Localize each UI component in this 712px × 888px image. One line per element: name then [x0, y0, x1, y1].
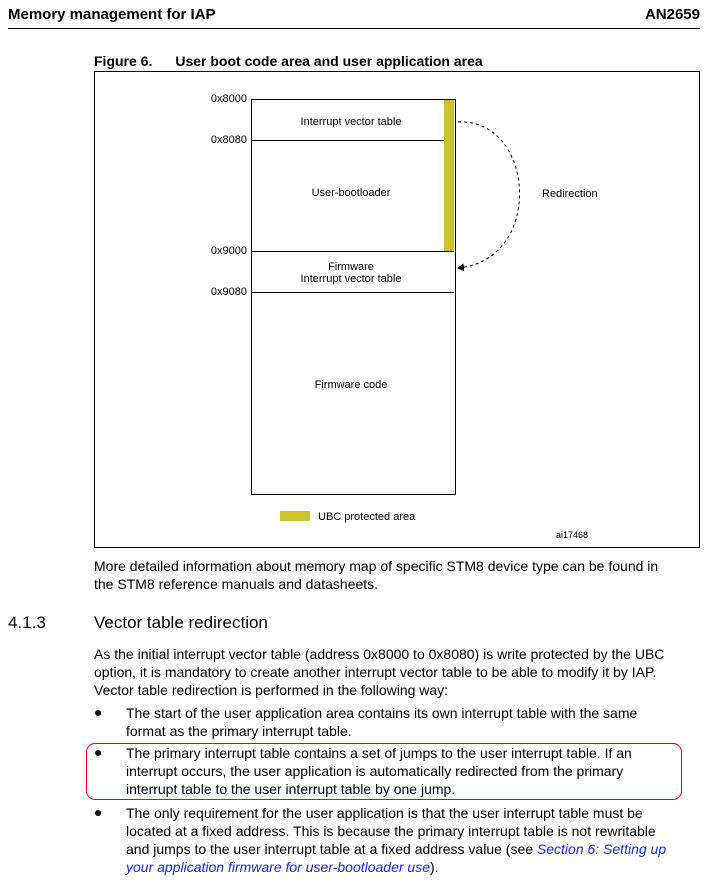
address-label: 0x9080: [210, 286, 247, 298]
legend-swatch: [280, 511, 310, 521]
bullet-text: ).: [430, 859, 439, 875]
bullet-line: interrupt table to the user interrupt table by one jump.: [126, 781, 456, 797]
figure-title: User boot code area and user application area: [175, 53, 483, 69]
section-number: 4.1.3: [8, 613, 46, 632]
legend-label: UBC protected area: [318, 511, 416, 523]
boundary-0x9000: [251, 251, 454, 252]
bullet-line: The start of the user application area contains its own interrupt table with the same: [126, 705, 638, 721]
paragraph-line: the STM8 reference manuals and datasheets.: [94, 576, 379, 592]
bullet-marker: ●: [94, 804, 103, 820]
bullet-line: located at a fixed address. This is because the primary interrupt table is not rewritable: [126, 823, 656, 839]
address-label: 0x9000: [210, 245, 247, 257]
section-6-link-continued[interactable]: your application firmware for user-bootloader use: [126, 859, 431, 875]
header-title: Memory management for IAP: [8, 6, 216, 23]
bullet-line: interrupt occurs, the user application is automatically redirected from the primary: [126, 763, 624, 779]
section-title: Vector table redirection: [94, 613, 268, 632]
document-id: AN2659: [644, 6, 700, 23]
bullet-item-2: [126, 744, 698, 798]
boundary-0x8080: [251, 140, 454, 141]
address-label: 0x8080: [210, 134, 247, 146]
redirection-arrow: [440, 110, 540, 280]
paragraph-intro: [94, 645, 700, 699]
figure-label: Figure 6.: [94, 53, 153, 69]
bullet-item-3: [126, 804, 698, 876]
bullet-marker: ●: [94, 744, 103, 760]
paragraph-line: As the initial interrupt vector table (address 0x8000 to 0x8080) is write protected by the UBC: [94, 646, 665, 662]
bullet-line: The primary interrupt table contains a set of jumps to the user interrupt table. If an: [126, 745, 632, 761]
address-label: 0x8000: [210, 93, 247, 105]
region-user-bootloader: User-bootloader: [311, 187, 391, 199]
bullet-text: and jumps to the user interrupt table at a fixed address value (see: [126, 841, 537, 857]
region-firmware-label: Firmware: [328, 261, 374, 273]
header-rule: [8, 28, 700, 29]
region-firmware-code: Firmware code: [314, 379, 388, 391]
figure-caption: [94, 53, 483, 69]
paragraph-line: option, it is mandatory to create another interrupt vector table to be able to modify it by IAP.: [94, 664, 657, 680]
bullet-line: [126, 858, 698, 876]
region-firmware-ivt: Interrupt vector table: [300, 273, 402, 285]
bullet-line: The only requirement for the user application is that the user interrupt table must be: [126, 805, 643, 821]
bullet-line: format as the primary interrupt table.: [126, 723, 352, 739]
paragraph-line: Vector table redirection is performed in the following way:: [94, 682, 449, 698]
paragraph-line: More detailed information about memory map of specific STM8 device type can be found in: [94, 558, 659, 574]
region-interrupt-vector-table: Interrupt vector table: [300, 116, 402, 128]
redirection-label: Redirection: [542, 188, 598, 200]
section-6-link[interactable]: Section 6: Setting up: [536, 841, 667, 857]
boundary-0x9080: [251, 292, 454, 293]
bullet-line: [126, 840, 698, 858]
paragraph-memory-map: [94, 557, 700, 593]
bullet-item-1: [126, 704, 698, 740]
figure-id: ai17468: [556, 530, 589, 540]
bullet-marker: ●: [94, 704, 103, 720]
memory-map: [251, 99, 456, 495]
